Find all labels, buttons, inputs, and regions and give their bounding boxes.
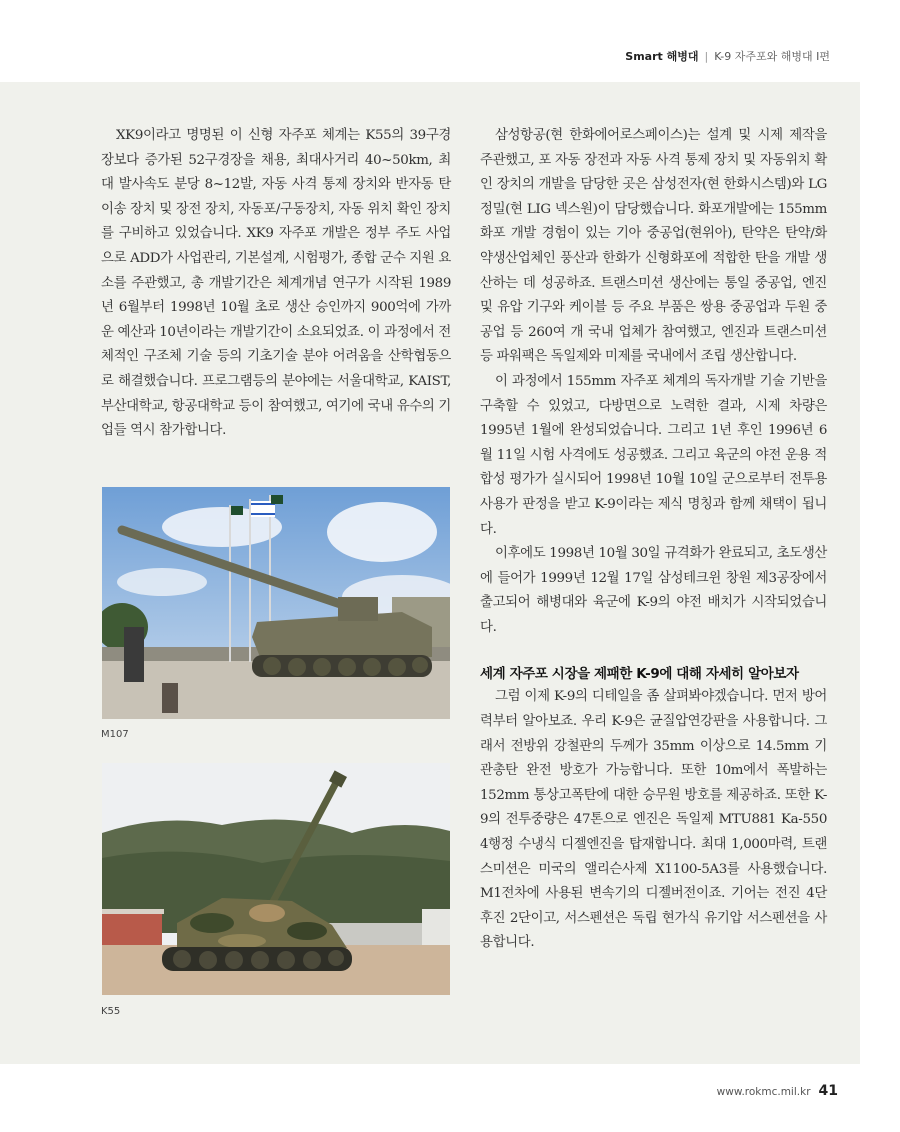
right-paragraph-1: 삼성항공(현 한화에어로스페이스)는 설계 및 시제 제작을 주관했고, 포 자동 장전과 자동 사격 통제 장치 및 자동위치 확인 장치의 개발을 담당한 곳은 삼성전자(현 한화시스템)와 LG정밀(현 LIG 넥스원)이 담당했습니다. 화포개발에는 155mm 화포 개발 경험이 있는 기아 중공업(현위아), 탄약은 탄약/화약생산업체인 풍산과 한화가 신형화포에 적합한 탄을 개발 생산하는 데 성공하죠. 트랜스미션 생산에는 통일 중공업, 엔진 및 유압 기구와 케이블 등 주요 부품은 쌍용 중공업과 두원 중공업 등 260여 개 국내 업체가 참여했고, 엔진과 트랜스미션 등 파워팩은 독일제와 미제를 국내에서 조립 생산합니다. [480,128,827,365]
right-paragraph-3: 이후에도 1998년 10월 30일 규격화가 완료되고, 초도생산에 들어가 1999년 12월 17일 삼성테크윈 창원 제3공장에서 출고되어 해병대와 육군에 K-9의 야전 배치가 시작되었습니다. [480,546,827,635]
website-url: www.rokmc.mil.kr [716,1086,811,1098]
m107-caption: M107 [101,729,129,740]
header-divider: | [704,50,709,63]
page-number: 41 [818,1083,838,1099]
left-column [101,124,451,444]
page-header [0,0,900,80]
page-footer [717,1080,838,1099]
right-paragraph-4: 그럼 이제 K-9의 디테일을 좀 살펴봐야겠습니다. 먼저 방어력부터 알아보죠. 우리 K-9은 균질압연강판을 사용합니다. 그래서 전방위 강철판의 두께가 35mm 이상으로 14.5mm 기관총탄 완전 방호가 가능합니다. 또한 10m에서 폭발하는 152mm 통상고폭탄에 대한 승무원 방호를 제공하죠. 또한 K-9의 전투중량은 47톤으로 엔진은 독일제 MTU881 Ka-550 4행정 수냉식 디젤엔진을 탑재합니다. 최대 1,000마력, 트랜스미션은 미국의 앨리슨사제 X1100-5A3를 사용했습니다. M1전차에 사용된 변속기의 디젤버전이죠. 기어는 전진 4단 후진 2단이고, 서스펜션은 독립 현가식 유기압 서스펜션을 사용합니다. [480,689,827,951]
k55-caption: K55 [101,1006,121,1017]
k55-photo [102,763,450,995]
running-header [625,48,830,64]
m107-photo [102,487,450,719]
magazine-brand: Smart 해병대 [625,50,699,63]
section-title: K-9 자주포와 해병대 Ⅰ편 [714,50,830,63]
right-paragraph-2: 이 과정에서 155mm 자주포 체계의 독자개발 기술 기반을 구축할 수 있었고, 다방면으로 노력한 결과, 시제 차량은 1995년 1월에 완성되었습니다. 그리고 1년 후인 1996년 6월 11일 시험 사격에도 성공했죠. 그리고 육군의 야전 운용 적합성 평가가 실시되어 1998년 10월 10일 군으로부터 전투용 사용가 판정을 받고 K-9이라는 제식 명칭과 함께 채택이 됩니다. [480,373,827,537]
right-column [480,124,827,956]
left-paragraph-1: XK9이라고 명명된 이 신형 자주포 체계는 K55의 39구경장보다 증가된 52구경장을 채용, 최대사거리 40~50km, 최대 발사속도 분당 8~12발, 자동 사격 통제 장치와 반자동 탄 이송 장치 및 장전 장치, 자동포/구동장치, 자동 위치 확인 장치를 구비하고 있었습니다. XK9 자주포 개발은 정부 주도 사업으로 ADD가 사업관리, 기본설계, 시험평가, 종합 군수 지원 요소를 주관했고, 총 개발기간은 체계개념 연구가 시작된 1989년 6월부터 1998년 10월 초로 생산 승인까지 900억에 가까운 예산과 10년이라는 개발기간이 소요되었죠. 이 과정에서 전체적인 구조체 기술 등의 기초기술 분야 어려움을 산학협동으로 해결했습니다. 프로그램등의 분야에는 서울대학교, KAIST, 부산대학교, 항공대학교 등이 참여했고, 여기에 국내 유수의 기업들 역시 참가합니다. [101,128,451,439]
section-subheading: 세계 자주포 시장을 제패한 K-9에 대해 자세히 알아보자 [480,666,799,683]
